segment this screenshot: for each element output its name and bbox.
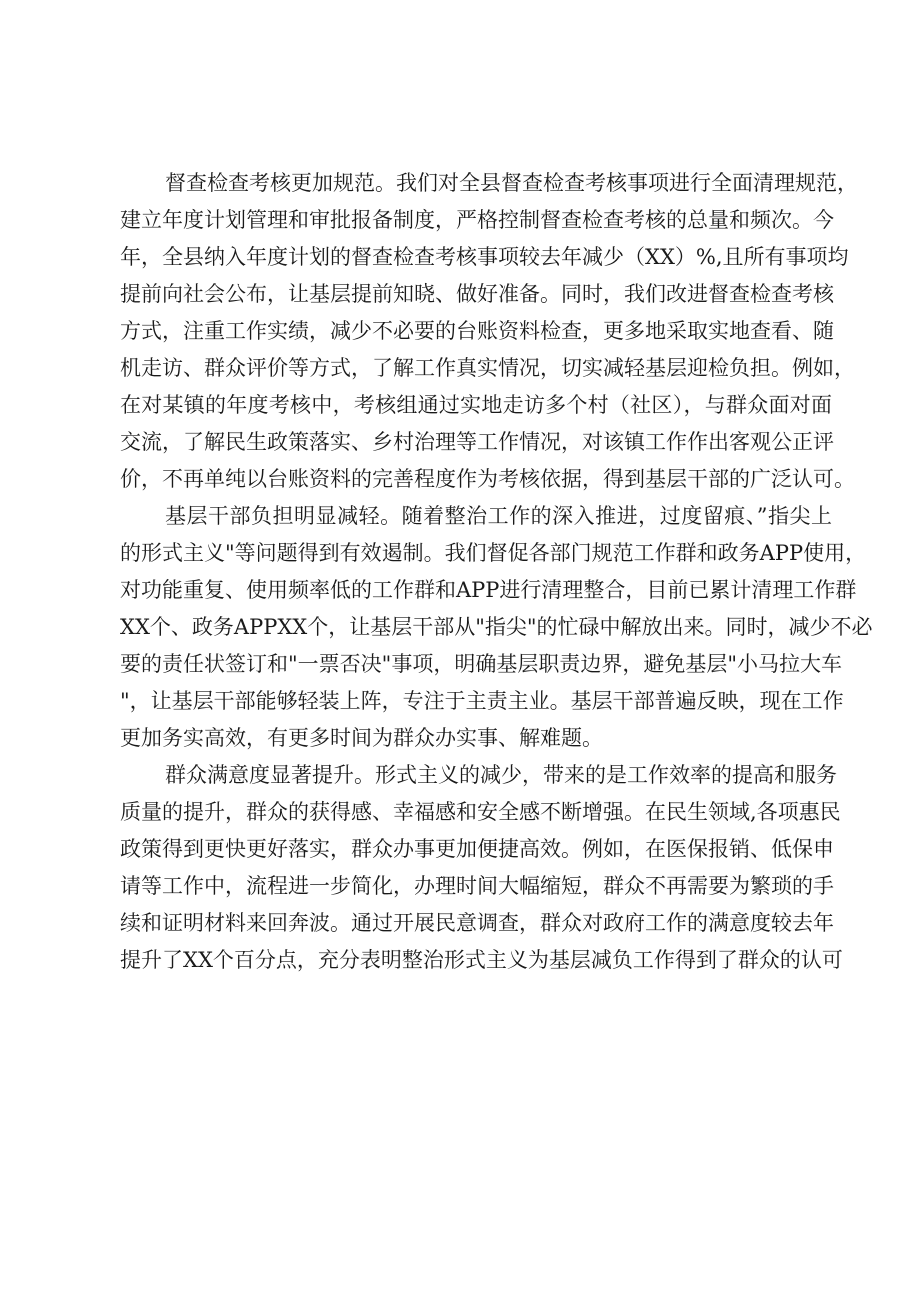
text-line: 要的责任状签订和"一票否决"事项，明确基层职责边界，避免基层"小马拉大车 xyxy=(120,652,842,676)
text-line: 提前向社会公布，让基层提前知晓、做好准备。同时，我们改进督查检查考核 xyxy=(120,282,834,306)
text-line: 机走访、群众评价等方式，了解工作真实情况，切实减轻基层迎检负担。例如， xyxy=(120,356,855,380)
text-line: 督查检查考核更加规范。我们对全县督查检查考核事项进行全面清理规范， xyxy=(165,171,858,195)
text-line: 交流，了解民生政策落实、乡村治理等工作情况，对该镇工作作出客观公正评 xyxy=(120,430,834,454)
paragraph-burden-reduction xyxy=(120,498,873,757)
text-line: 续和证明材料来回奔波。通过开展民意调查，群众对政府工作的满意度较去年 xyxy=(120,911,834,935)
text-line: 提升了XX个百分点，充分表明整治形式主义为基层减负工作得到了群众的认可 xyxy=(120,948,843,972)
text-line: 政策得到更快更好落实，群众办事更加便捷高效。例如，在医保报销、低保申 xyxy=(120,837,834,861)
text-line: 方式，注重工作实绩，减少不必要的台账资料检查，更多地采取实地查看、随 xyxy=(120,319,834,343)
text-line: 基层干部负担明显减轻。随着整治工作的深入推进，过度留痕、”指尖上 xyxy=(165,504,832,528)
text-line: "，让基层干部能够轻装上阵，专注于主责主业。基层干部普遍反映，现在工作 xyxy=(120,689,844,713)
text-line: 请等工作中，流程进一步简化，办理时间大幅缩短，群众不再需要为繁琐的手 xyxy=(120,874,834,898)
text-line: 对功能重复、使用频率低的工作群和APP进行清理整合，目前已累计清理工作群 xyxy=(120,578,857,602)
document-body xyxy=(120,165,873,979)
text-line: 更加务实高效，有更多时间为群众办实事、解难题。 xyxy=(120,726,603,750)
paragraph-satisfaction xyxy=(120,757,843,979)
paragraph-supervision xyxy=(120,165,858,498)
text-line: 质量的提升，群众的获得感、幸福感和安全感不断增强。在民生领域,各项惠民 xyxy=(120,800,841,824)
text-line: 群众满意度显著提升。形式主义的减少，带来的是工作效率的提高和服务 xyxy=(165,763,837,787)
text-line: 价，不再单纯以台账资料的完善程度作为考核依据，得到基层干部的广泛认可。 xyxy=(120,467,855,491)
text-line: XX个、政务APPXX个，让基层干部从"指尖"的忙碌中解放出来。同时，减少不必 xyxy=(120,615,873,639)
text-line: 建立年度计划管理和审批报备制度，严格控制督查检查考核的总量和频次。今 xyxy=(120,208,834,232)
text-line: 年，全县纳入年度计划的督查检查考核事项较去年减少（XX）%,且所有事项均 xyxy=(120,245,849,269)
text-line: 在对某镇的年度考核中，考核组通过实地走访多个村（社区），与群众面对面 xyxy=(120,393,832,417)
text-line: 的形式主义"等问题得到有效遏制。我们督促各部门规范工作群和政务APP使用， xyxy=(120,541,867,565)
